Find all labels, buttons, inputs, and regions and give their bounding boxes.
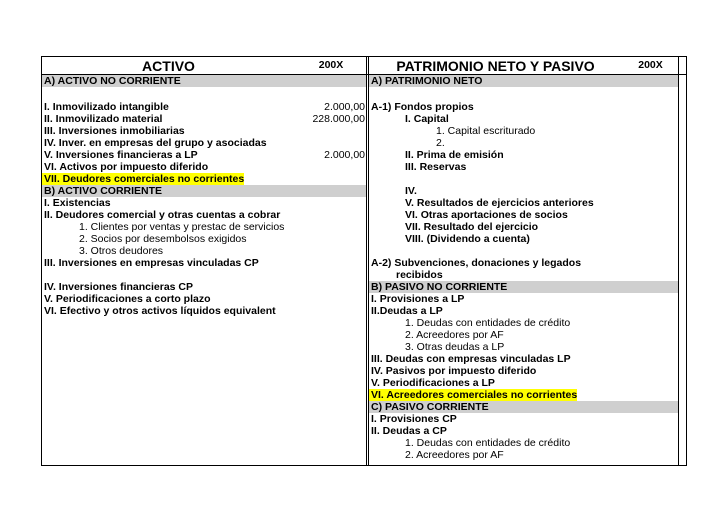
capital-escriturado: 1. Capital escriturado <box>436 125 536 137</box>
resultados-ejercicios-anteriores: V. Resultados de ejercicios anteriores <box>405 197 594 209</box>
fondos-item-iv: IV. <box>405 185 417 197</box>
inversiones-inmobiliarias: III. Inversiones inmobiliarias <box>44 125 185 137</box>
table-left-border <box>41 56 42 466</box>
socios-desembolsos: 2. Socios por desembolsos exigidos <box>79 233 247 245</box>
provisiones-lp: I. Provisiones a LP <box>371 293 465 305</box>
acreedores-af-lp: 2. Acreedores por AF <box>405 329 504 341</box>
inversiones-financieras-lp: V. Inversiones financieras a LP <box>44 149 198 161</box>
inversiones-financieras-cp: IV. Inversiones financieras CP <box>44 281 194 293</box>
deudas-cp: II. Deudas a CP <box>371 425 447 437</box>
efectivo-liquidos: VI. Efectivo y otros activos líquidos equivalent <box>44 305 276 317</box>
deudas-entidades-credito-cp: 1. Deudas con entidades de crédito <box>405 437 571 449</box>
pasivos-impuesto-diferido: IV. Pasivos por impuesto diferido <box>371 365 537 377</box>
section-patrimonio-neto: A) PATRIMONIO NETO <box>369 75 678 87</box>
deudores-comerciales-no-corrientes: VII. Deudores comerciales no corrientes <box>44 173 245 185</box>
periodificaciones-corto-plazo: V. Periodificaciones a corto plazo <box>44 293 211 305</box>
fondos-propios: A-1) Fondos propios <box>371 101 474 113</box>
table-top-border <box>41 56 687 57</box>
otras-deudas-lp: 3. Otras deudas a LP <box>405 341 505 353</box>
periodificaciones-lp: V. Periodificaciones a LP <box>371 377 495 389</box>
section-pasivo-corriente: C) PASIVO CORRIENTE <box>369 401 678 413</box>
prima-emision: II. Prima de emisión <box>405 149 504 161</box>
deudas-lp: II.Deudas a LP <box>371 305 443 317</box>
otras-aportaciones-socios: VI. Otras aportaciones de socios <box>405 209 568 221</box>
value-inversiones-financieras-lp: 2.000,00 <box>324 149 365 161</box>
clientes-ventas: 1. Clientes por ventas y prestac de servicios <box>79 221 285 233</box>
col-divider-1 <box>366 56 367 466</box>
provisiones-cp: I. Provisiones CP <box>371 413 457 425</box>
header-activo: ACTIVO <box>142 58 195 74</box>
capital: I. Capital <box>405 113 449 125</box>
subvenciones-recibidos: recibidos <box>396 269 443 281</box>
deudas-entidades-credito-lp: 1. Deudas con entidades de crédito <box>405 317 571 329</box>
subvenciones-donaciones: A-2) Subvenciones, donaciones y legados <box>371 257 582 269</box>
header-year-left: 200X <box>318 59 344 71</box>
acreedores-af-cp: 2. Acreedores por AF <box>405 449 504 461</box>
activos-impuesto-diferido: VI. Activos por impuesto diferido <box>44 161 209 173</box>
existencias: I. Existencias <box>44 197 111 209</box>
resultado-ejercicio: VII. Resultado del ejercicio <box>405 221 539 233</box>
capital-item-2: 2. <box>436 137 445 149</box>
inversiones-vinculadas-cp: III. Inversiones en empresas vinculadas CP <box>44 257 259 269</box>
inmovilizado-intangible: I. Inmovilizado intangible <box>44 101 169 113</box>
col-divider-3 <box>678 56 679 466</box>
otros-deudores: 3. Otros deudores <box>79 245 164 257</box>
section-activo-no-corriente: A) ACTIVO NO CORRIENTE <box>42 75 366 87</box>
inmovilizado-material: II. Inmovilizado material <box>44 113 163 125</box>
deudas-vinculadas-lp: III. Deudas con empresas vinculadas LP <box>371 353 571 365</box>
dividendo-a-cuenta: VIII. (Dividendo a cuenta) <box>405 233 530 245</box>
table-bottom-border <box>41 465 687 466</box>
inversiones-grupo-asociadas: IV. Inver. en empresas del grupo y asociadas <box>44 137 267 149</box>
reservas: III. Reservas <box>405 161 467 173</box>
section-activo-corriente: B) ACTIVO CORRIENTE <box>42 185 366 197</box>
table-right-border <box>686 56 687 466</box>
header-year-right: 200X <box>638 59 663 71</box>
value-inmovilizado-intangible: 2.000,00 <box>324 101 365 113</box>
section-pasivo-no-corriente: B) PASIVO NO CORRIENTE <box>369 281 678 293</box>
header-patrimonio-pasivo: PATRIMONIO NETO Y PASIVO <box>396 58 595 74</box>
value-inmovilizado-material: 228.000,00 <box>312 113 365 125</box>
balance-sheet-table <box>41 56 687 466</box>
acreedores-comerciales-no-corrientes: VI. Acreedores comerciales no corrientes <box>371 389 578 401</box>
deudores-comerciales: II. Deudores comercial y otras cuentas a cobrar <box>44 209 281 221</box>
